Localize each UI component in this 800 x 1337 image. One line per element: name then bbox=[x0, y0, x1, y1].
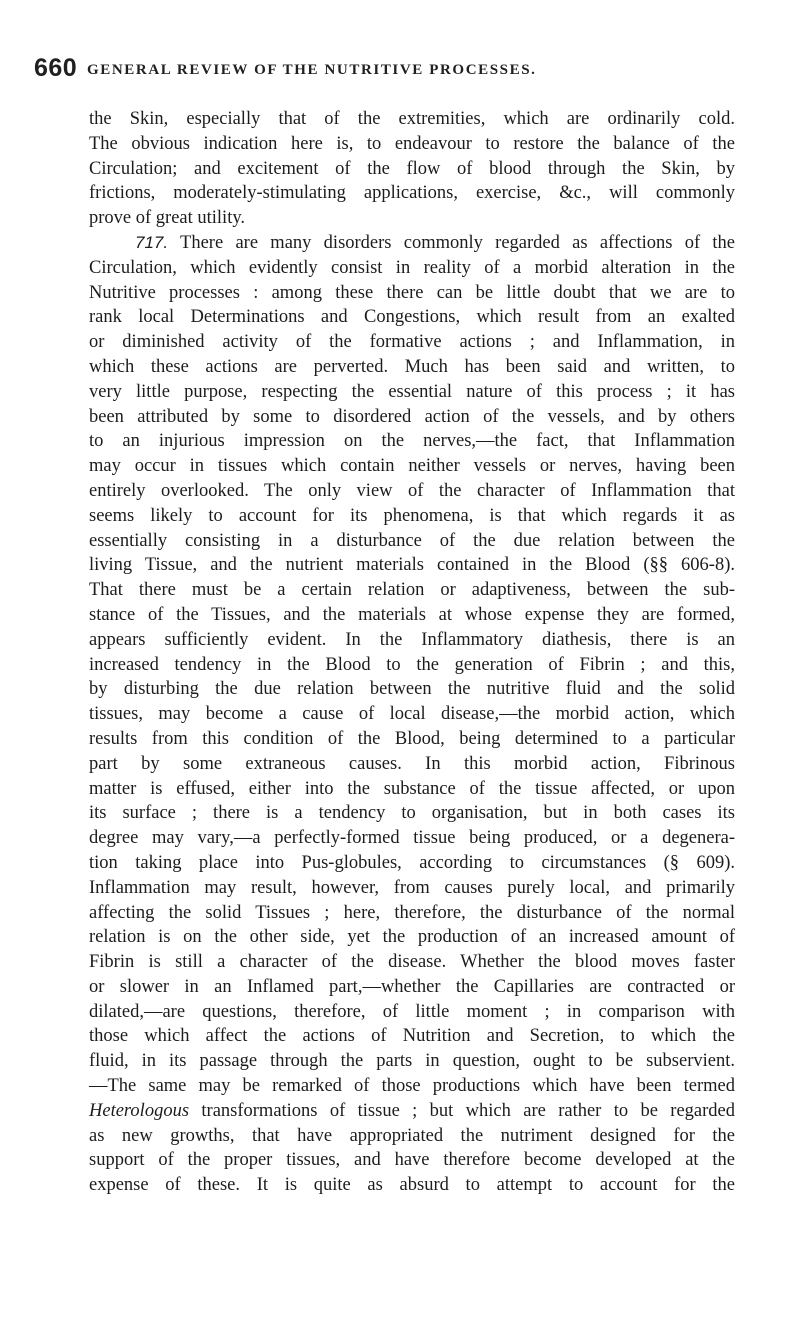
text-line: Inflammation may result, however, from causes purely local, and primarily bbox=[89, 877, 735, 898]
paragraph-717-first-line bbox=[89, 231, 735, 256]
text-line: its surface ; there is a tendency to organisation, but in both cases its bbox=[89, 803, 735, 824]
text-line: essentially consisting in a disturbance of the due relation between the bbox=[89, 530, 735, 551]
text-line: dilated,—are questions, therefore, of little moment ; in comparison with bbox=[89, 1001, 735, 1022]
text-line: support of the proper tissues, and have therefore become developed at the bbox=[89, 1150, 735, 1171]
text-line: very little purpose, respecting the essential nature of this process ; it has bbox=[89, 381, 735, 402]
text-line-content: There are many disorders commonly regarded as affections of the bbox=[180, 232, 736, 253]
text-line: tissues, may become a cause of local disease,—the morbid action, which bbox=[89, 704, 735, 725]
text-line: That there must be a certain relation or adaptiveness, between the sub- bbox=[89, 580, 735, 601]
text-line: as new growths, that have appropriated the nutriment designed for the bbox=[89, 1125, 735, 1146]
text-line: living Tissue, and the nutrient materials contained in the Blood (§§ 606-8). bbox=[89, 555, 735, 576]
text-line: by disturbing the due relation between the nutritive fluid and the solid bbox=[89, 679, 735, 700]
text-line-with-italic bbox=[89, 1099, 735, 1124]
text-line: matter is effused, either into the substance of the tissue affected, or upon bbox=[89, 778, 735, 799]
text-line: frictions, moderately-stimulating applications, exercise, &c., will commonly bbox=[89, 183, 735, 204]
text-line: relation is on the other side, yet the production of an increased amount of bbox=[89, 927, 735, 948]
text-line: Circulation, which evidently consist in reality of a morbid alteration in the bbox=[89, 257, 735, 278]
text-line: Fibrin is still a character of the disease. Whether the blood moves faster bbox=[89, 952, 735, 973]
text-line: Circulation; and excitement of the flow of blood through the Skin, by bbox=[89, 158, 735, 179]
running-head bbox=[34, 54, 734, 94]
text-line: Nutritive processes : among these there can be little doubt that we are to bbox=[89, 282, 735, 303]
text-line: —The same may be remarked of those productions which have been termed bbox=[89, 1076, 735, 1097]
text-line: prove of great utility. bbox=[89, 208, 246, 229]
text-line: stance of the Tissues, and the materials at whose expense they are formed, bbox=[89, 604, 735, 625]
text-line: seems likely to account for its phenomena, is that which regards it as bbox=[89, 505, 735, 526]
paragraph-number: 717. bbox=[135, 232, 169, 252]
text-line: results from this condition of the Blood, being determined to a particular bbox=[89, 728, 735, 749]
text-line: part by some extraneous causes. In this morbid action, Fibrinous bbox=[89, 753, 735, 774]
text-line: to an injurious impression on the nerves,—the fact, that Inflammation bbox=[89, 431, 735, 452]
text-line: or slower in an Inflamed part,—whether the Capillaries are contracted or bbox=[89, 976, 735, 997]
text-line: increased tendency in the Blood to the generation of Fibrin ; and this, bbox=[89, 654, 735, 675]
text-line: expense of these. It is quite as absurd to attempt to account for the bbox=[89, 1175, 735, 1196]
text-line: been attributed by some to disordered action of the vessels, and by others bbox=[89, 406, 735, 427]
running-head-title: GENERAL REVIEW OF THE NUTRITIVE PROCESSES. bbox=[87, 62, 537, 78]
body-text bbox=[89, 107, 735, 1198]
text-line: degree may vary,—a perfectly-formed tissue being produced, or a degenera- bbox=[89, 828, 735, 849]
text-line: fluid, in its passage through the parts in question, ought to be subservient. bbox=[89, 1051, 735, 1072]
text-line: appears sufficiently evident. In the Inflammatory diathesis, there is an bbox=[89, 629, 735, 650]
text-line: the Skin, especially that of the extremities, which are ordinarily cold. bbox=[89, 109, 735, 129]
text-line: rank local Determinations and Congestions, which result from an exalted bbox=[89, 307, 735, 328]
text-line: The obvious indication here is, to endeavour to restore the balance of the bbox=[89, 133, 735, 154]
text-line: or diminished activity of the formative actions ; and Inflammation, in bbox=[89, 332, 735, 353]
text-line: which these actions are perverted. Much has been said and written, to bbox=[89, 356, 735, 377]
text-line: those which affect the actions of Nutrition and Secretion, to which the bbox=[89, 1026, 735, 1047]
text-line: may occur in tissues which contain neither vessels or nerves, having been bbox=[89, 456, 735, 477]
page-number: 660 bbox=[34, 54, 78, 82]
text-line: tion taking place into Pus-globules, according to circumstances (§ 609). bbox=[89, 852, 735, 873]
text-line-content: transformations of tissue ; but which are rather to be regarded bbox=[189, 1100, 735, 1121]
text-line: entirely overlooked. The only view of the character of Inflammation that bbox=[89, 480, 735, 501]
text-line: affecting the solid Tissues ; here, therefore, the disturbance of the normal bbox=[89, 902, 735, 923]
italic-term: Heterologous bbox=[89, 1100, 190, 1121]
